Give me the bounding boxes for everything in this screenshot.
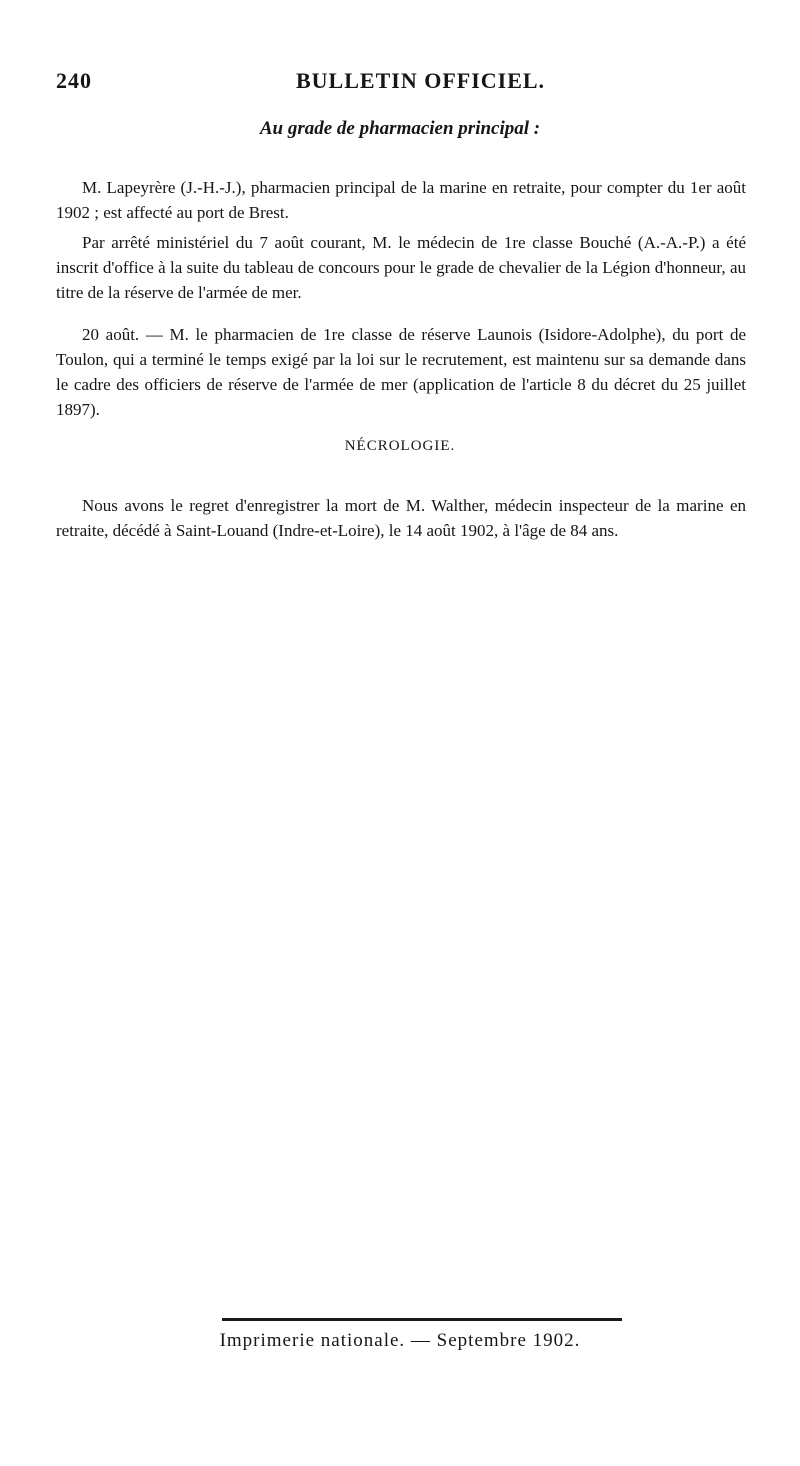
running-title: BULLETIN OFFICIEL. bbox=[296, 68, 546, 93]
page-header bbox=[56, 68, 756, 102]
footer-rule bbox=[222, 1318, 622, 1321]
paragraph-bouche: Par arrêté ministériel du 7 août courant, M. le médecin de 1re classe Bouché (A.-A.-P.) a été inscrit d'office à la suite du tableau de concours pour le grade de chevalier de la Légion d'honneur, au titre de la réserve de l'armée de mer. bbox=[56, 233, 746, 302]
printer-imprint: Imprimerie nationale. — Septembre 1902. bbox=[219, 1330, 581, 1351]
paragraph-lapeyrere: M. Lapeyrère (J.-H.-J.), pharmacien principal de la marine en retraite, pour compter du 1er août 1902 ; est affecté au port de Brest. bbox=[56, 178, 746, 222]
page-number: 240 bbox=[56, 68, 92, 93]
paragraph-launois: 20 août. — M. le pharmacien de 1re classe de réserve Launois (Isidore-Adolphe), du port de Toulon, qui a terminé le temps exigé par la loi sur le recrutement, est maintenu sur sa demande dans le cadre des officiers de réserve de l'armée de mer (application de l'article 8 du décret du 25 juillet 1897). bbox=[56, 325, 746, 419]
obituary-text: Nous avons le regret d'enregistrer la mort de M. Walther, médecin inspecteur de la marine en retraite, décédé à Saint-Louand (Indre-et-Loire), le 14 août 1902, à l'âge de 84 ans. bbox=[56, 496, 746, 540]
obituary-heading: NÉCROLOGIE. bbox=[344, 438, 456, 454]
section-heading: Au grade de pharmacien principal : bbox=[259, 118, 541, 139]
